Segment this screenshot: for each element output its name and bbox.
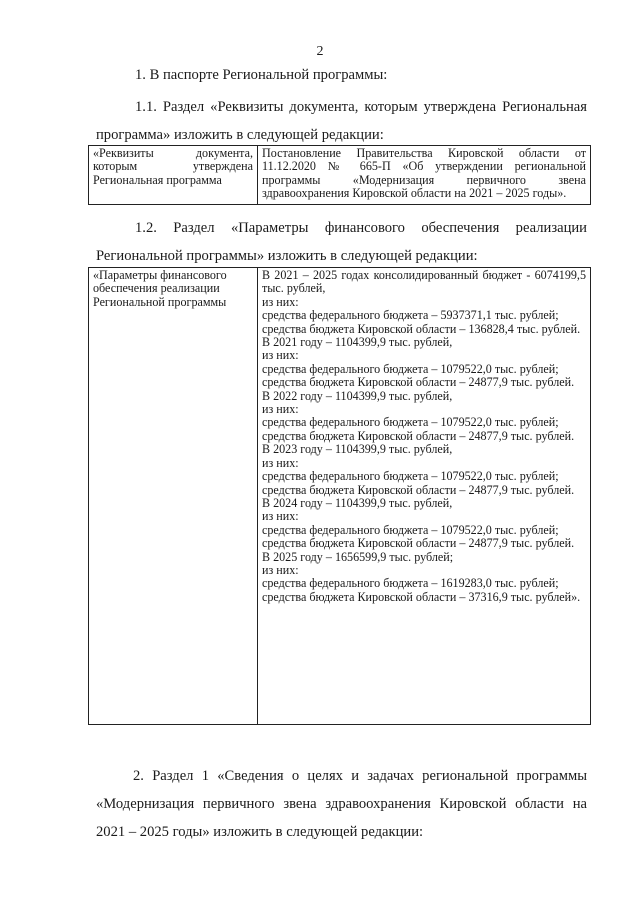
financing-line: из них:: [262, 455, 299, 470]
requisites-label-cell: «Реквизиты документа, которым утверждена Региональная программа: [89, 146, 258, 205]
financing-line: из них:: [262, 294, 299, 309]
financing-line: из них:: [262, 509, 299, 524]
financing-line: средства федерального бюджета – 5937371,1 тыс. рублей;: [262, 308, 559, 323]
page-number: 2: [316, 44, 324, 59]
item-1-2-paragraph: 1.2. Раздел «Параметры финансового обеспечения реализации Региональной программы» изложить в следующей редакции:: [96, 220, 587, 264]
financing-line: средства федерального бюджета – 1079522,0 тыс. рублей;: [262, 415, 559, 430]
table-row: [89, 146, 591, 205]
financing-value-cell: [258, 268, 591, 725]
financing-line: средства бюджета Кировской области – 24877,9 тыс. рублей.: [262, 482, 575, 497]
financing-line: В 2021 году – 1104399,9 тыс. рублей,: [262, 335, 453, 350]
financing-line: средства федерального бюджета – 1079522,0 тыс. рублей;: [262, 361, 559, 376]
financing-line: В 2021 – 2025 годах консолидированный бюджет - 6074199,5 тыс. рублей,: [262, 268, 586, 296]
table-row: [89, 268, 591, 725]
financing-line: средства бюджета Кировской области – 136828,4 тыс. рублей.: [262, 321, 581, 336]
document-requisites-table: [88, 145, 591, 205]
financing-line: средства бюджета Кировской области – 24877,9 тыс. рублей.: [262, 428, 575, 443]
financing-line: из них:: [262, 562, 299, 577]
financing-line: средства бюджета Кировской области – 24877,9 тыс. рублей.: [262, 536, 575, 551]
financing-line: В 2024 году – 1104399,9 тыс. рублей,: [262, 495, 453, 510]
financing-line: из них:: [262, 402, 299, 417]
financing-line: из них:: [262, 348, 299, 363]
item-1-heading: 1. В паспорте Региональной программы:: [135, 67, 388, 83]
financing-line: средства бюджета Кировской области – 37316,9 тыс. рублей».: [262, 589, 581, 604]
financing-label-cell: «Параметры финансового обеспечения реализации Региональной программы: [89, 268, 258, 725]
requisites-value-cell: Постановление Правительства Кировской области от 11.12.2020 № 665-П «Об утверждении региональной программы «Модернизация первичного звена здравоохранения Кировской области на 2021 – 2025 годы».: [258, 146, 591, 205]
item-1-1-paragraph: 1.1. Раздел «Реквизиты документа, которым утверждена Региональная программа» изложить в следующей редакции:: [96, 99, 587, 143]
item-2-paragraph: 2. Раздел 1 «Сведения о целях и задачах региональной программы «Модернизация первичного звена здравоохранения Кировской области на 2021 – 2025 годы» изложить в следующей редакции:: [96, 768, 587, 840]
financing-line: средства федерального бюджета – 1079522,0 тыс. рублей;: [262, 469, 559, 484]
financing-line: средства бюджета Кировской области – 24877,9 тыс. рублей.: [262, 375, 575, 390]
financing-line: средства федерального бюджета – 1079522,0 тыс. рублей;: [262, 522, 559, 537]
financing-parameters-table: [88, 267, 591, 725]
financing-line: средства федерального бюджета – 1619283,0 тыс. рублей;: [262, 576, 559, 591]
financing-line: В 2025 году – 1656599,9 тыс. рублей;: [262, 549, 454, 564]
financing-line: В 2023 году – 1104399,9 тыс. рублей,: [262, 442, 453, 457]
financing-line: В 2022 году – 1104399,9 тыс. рублей,: [262, 388, 453, 403]
